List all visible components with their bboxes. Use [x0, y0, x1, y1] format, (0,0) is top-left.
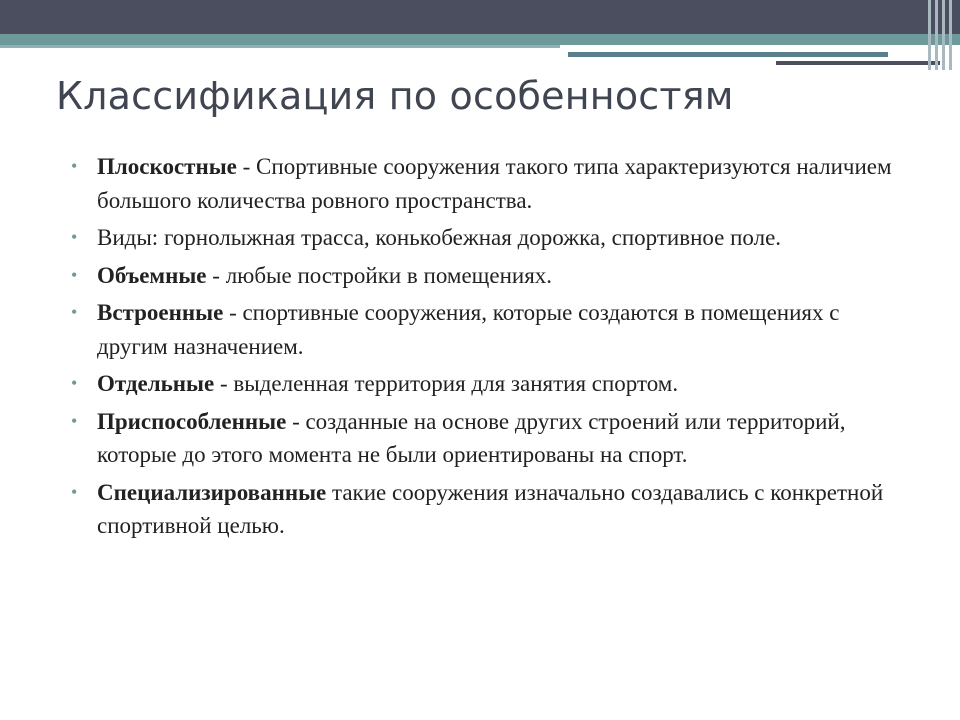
item-text: - Спортивные сооружения такого типа характеризуются наличием большого количества ровного пространства.	[97, 154, 892, 213]
item-term: Отдельные	[97, 371, 215, 396]
list-item	[70, 405, 900, 472]
item-term: Специализированные	[97, 479, 327, 505]
bullet-icon: •	[71, 302, 78, 322]
item-text: - созданные на основе других строений или территорий, которые до этого момента не были ориентированы на спорт.	[97, 408, 846, 467]
list-item	[70, 476, 900, 543]
item-term: Приспособленные	[97, 408, 287, 434]
list-item	[70, 150, 900, 217]
header-accent-strip	[0, 34, 960, 45]
item-text: такие сооружения изначально создавались с конкретной спортивной целью.	[97, 479, 884, 538]
bullet-icon: •	[71, 264, 78, 285]
bullet-icon: •	[71, 227, 78, 247]
item-text: - выделенная территория для занятия спортом.	[214, 371, 679, 396]
list-item	[70, 296, 900, 363]
decorative-line	[776, 61, 940, 65]
list-item	[70, 367, 900, 401]
item-text: - спортивные сооружения, которые создаются в помещениях с другим назначением.	[97, 300, 840, 359]
bullet-icon: •	[71, 481, 78, 502]
list-item	[70, 221, 900, 255]
bullet-icon: •	[71, 410, 78, 431]
bullet-list	[70, 150, 900, 547]
corner-decoration	[935, 0, 938, 70]
header-accent-underline	[0, 45, 560, 48]
item-text: Виды: горнолыжная трасса, конькобежная дорожка, спортивное поле.	[97, 225, 782, 250]
bullet-icon: •	[71, 156, 78, 176]
item-text: - любые постройки в помещениях.	[206, 262, 553, 288]
corner-decoration	[949, 0, 952, 70]
slide-title: Классификация по особенностям	[56, 74, 734, 118]
item-term: Плоскостные	[97, 154, 237, 179]
item-term: Встроенные	[97, 300, 224, 325]
item-term: Объемные	[97, 262, 207, 288]
corner-decoration	[942, 0, 945, 70]
list-item	[70, 259, 900, 293]
header-bar	[0, 0, 960, 34]
decorative-line	[568, 52, 888, 57]
bullet-icon: •	[71, 373, 78, 393]
corner-decoration	[928, 0, 931, 70]
